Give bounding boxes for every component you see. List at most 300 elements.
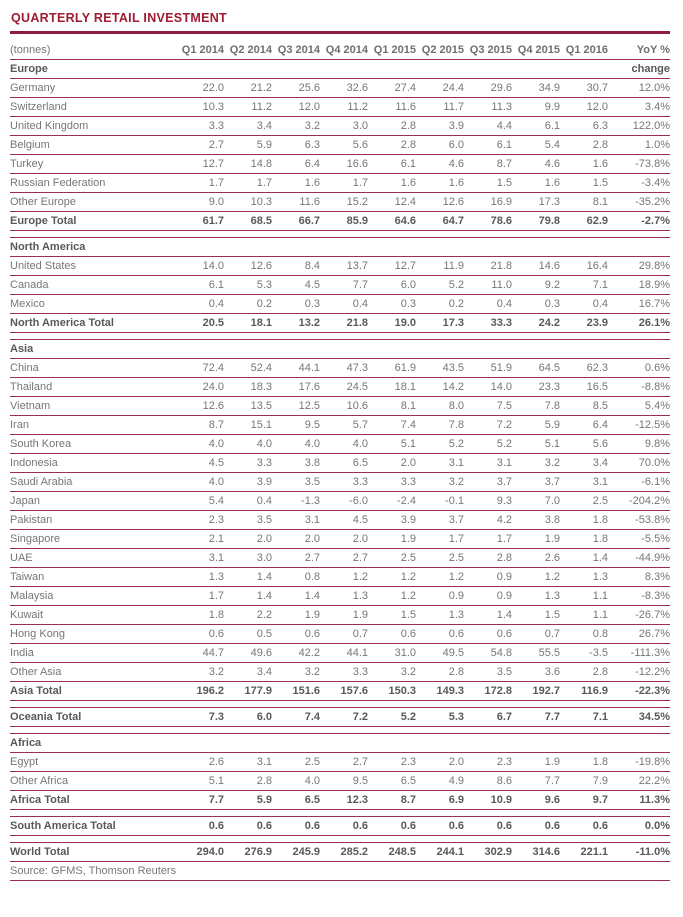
value-cell: 12.6 xyxy=(176,397,224,416)
value-cell: 1.6 xyxy=(416,174,464,193)
value-cell: 5.7 xyxy=(320,416,368,435)
value-cell: 8.7 xyxy=(464,155,512,174)
table-row xyxy=(10,568,670,587)
value-cell: 0.6 xyxy=(512,817,560,836)
col-header: Q1 2014 xyxy=(176,41,224,60)
investment-table xyxy=(10,41,670,881)
value-cell: 1.7 xyxy=(416,530,464,549)
table-row xyxy=(10,606,670,625)
value-cell: 5.2 xyxy=(464,435,512,454)
row-label: United Kingdom xyxy=(10,117,176,136)
spacer-row xyxy=(10,333,670,340)
col-header: Q4 2014 xyxy=(320,41,368,60)
total-row xyxy=(10,212,670,231)
value-cell: 9.6 xyxy=(512,791,560,810)
value-cell: 9.5 xyxy=(320,772,368,791)
value-cell: 11.2 xyxy=(224,98,272,117)
source-row xyxy=(10,862,670,881)
value-cell: 3.3 xyxy=(224,454,272,473)
row-label: China xyxy=(10,359,176,378)
value-cell: -0.1 xyxy=(416,492,464,511)
row-label: Other Europe xyxy=(10,193,176,212)
value-cell: 61.7 xyxy=(176,212,224,231)
row-label: Europe Total xyxy=(10,212,176,231)
spacer-row xyxy=(10,810,670,817)
value-cell: 1.6 xyxy=(512,174,560,193)
value-cell: 1.4 xyxy=(224,568,272,587)
yoy-cell: -12.5% xyxy=(608,416,670,435)
value-cell: 2.0 xyxy=(368,454,416,473)
value-cell: -6.0 xyxy=(320,492,368,511)
value-cell: 44.1 xyxy=(320,644,368,663)
value-cell: 2.7 xyxy=(176,136,224,155)
value-cell: 0.4 xyxy=(320,295,368,314)
value-cell: 3.7 xyxy=(464,473,512,492)
value-cell: 5.9 xyxy=(512,416,560,435)
value-cell: 6.1 xyxy=(512,117,560,136)
value-cell: 9.2 xyxy=(512,276,560,295)
empty-cell xyxy=(176,734,224,753)
value-cell: 11.0 xyxy=(464,276,512,295)
page-title: QUARTERLY RETAIL INVESTMENT xyxy=(10,9,670,34)
empty-cell xyxy=(224,340,272,359)
row-label: Africa Total xyxy=(10,791,176,810)
value-cell: 66.7 xyxy=(272,212,320,231)
value-cell: 3.9 xyxy=(416,117,464,136)
value-cell: 14.6 xyxy=(512,257,560,276)
value-cell: 4.0 xyxy=(176,435,224,454)
empty-cell xyxy=(224,734,272,753)
value-cell: 2.8 xyxy=(224,772,272,791)
value-cell: 3.1 xyxy=(560,473,608,492)
empty-cell xyxy=(464,734,512,753)
empty-cell xyxy=(512,734,560,753)
value-cell: 149.3 xyxy=(416,682,464,701)
value-cell: 12.7 xyxy=(176,155,224,174)
value-cell: 0.6 xyxy=(464,817,512,836)
value-cell: 49.5 xyxy=(416,644,464,663)
value-cell: 0.3 xyxy=(368,295,416,314)
value-cell: 1.8 xyxy=(176,606,224,625)
value-cell: 3.5 xyxy=(272,473,320,492)
yoy-cell: 0.0% xyxy=(608,817,670,836)
empty-cell xyxy=(176,340,224,359)
value-cell: 0.3 xyxy=(272,295,320,314)
row-label: India xyxy=(10,644,176,663)
value-cell: 0.3 xyxy=(512,295,560,314)
spacer-row xyxy=(10,231,670,238)
value-cell: 44.1 xyxy=(272,359,320,378)
yoy-cell: 18.9% xyxy=(608,276,670,295)
yoy-cell: -111.3% xyxy=(608,644,670,663)
value-cell: 0.9 xyxy=(416,587,464,606)
value-cell: 15.1 xyxy=(224,416,272,435)
table-row xyxy=(10,625,670,644)
value-cell: 302.9 xyxy=(464,843,512,862)
value-cell: 5.4 xyxy=(176,492,224,511)
yoy-cell: 122.0% xyxy=(608,117,670,136)
value-cell: 4.2 xyxy=(464,511,512,530)
row-label: World Total xyxy=(10,843,176,862)
yoy-cell: -12.2% xyxy=(608,663,670,682)
value-cell: 0.2 xyxy=(416,295,464,314)
table-row xyxy=(10,587,670,606)
value-cell: 18.1 xyxy=(224,314,272,333)
total-row xyxy=(10,314,670,333)
unit-label: (tonnes) xyxy=(10,41,176,60)
value-cell: -1.3 xyxy=(272,492,320,511)
value-cell: 5.4 xyxy=(512,136,560,155)
table-row xyxy=(10,454,670,473)
empty-cell xyxy=(512,340,560,359)
table-row xyxy=(10,117,670,136)
total-row xyxy=(10,843,670,862)
value-cell: 4.5 xyxy=(176,454,224,473)
value-cell: 1.3 xyxy=(176,568,224,587)
value-cell: 23.9 xyxy=(560,314,608,333)
empty-cell xyxy=(272,238,320,257)
value-cell: 2.5 xyxy=(416,549,464,568)
value-cell: 1.2 xyxy=(320,568,368,587)
value-cell: 157.6 xyxy=(320,682,368,701)
total-row xyxy=(10,682,670,701)
source-text: Source: GFMS, Thomson Reuters xyxy=(10,862,670,881)
value-cell: 0.8 xyxy=(272,568,320,587)
value-cell: 0.2 xyxy=(224,295,272,314)
value-cell: 8.6 xyxy=(464,772,512,791)
yoy-cell: 5.4% xyxy=(608,397,670,416)
value-cell: 5.3 xyxy=(416,708,464,727)
value-cell: 2.8 xyxy=(560,663,608,682)
value-cell: 6.0 xyxy=(224,708,272,727)
empty-cell xyxy=(416,734,464,753)
row-label: South Korea xyxy=(10,435,176,454)
value-cell: 17.3 xyxy=(416,314,464,333)
value-cell: 3.1 xyxy=(224,753,272,772)
value-cell: 3.7 xyxy=(416,511,464,530)
value-cell: 3.0 xyxy=(224,549,272,568)
yoy-subheader xyxy=(608,734,670,753)
value-cell: 0.4 xyxy=(224,492,272,511)
value-cell: 16.9 xyxy=(464,193,512,212)
value-cell: 6.9 xyxy=(416,791,464,810)
yoy-cell: -8.3% xyxy=(608,587,670,606)
value-cell: 1.9 xyxy=(320,606,368,625)
yoy-cell: -3.4% xyxy=(608,174,670,193)
table-row xyxy=(10,136,670,155)
value-cell: 3.4 xyxy=(224,117,272,136)
value-cell: 6.5 xyxy=(272,791,320,810)
value-cell: 24.0 xyxy=(176,378,224,397)
value-cell: 25.6 xyxy=(272,79,320,98)
value-cell: 42.2 xyxy=(272,644,320,663)
value-cell: 78.6 xyxy=(464,212,512,231)
value-cell: 4.6 xyxy=(416,155,464,174)
value-cell: 0.6 xyxy=(272,817,320,836)
yoy-cell: -8.8% xyxy=(608,378,670,397)
yoy-cell: -73.8% xyxy=(608,155,670,174)
table-row xyxy=(10,257,670,276)
value-cell: 1.8 xyxy=(560,511,608,530)
value-cell: 10.6 xyxy=(320,397,368,416)
value-cell: 1.1 xyxy=(560,587,608,606)
row-label: Belgium xyxy=(10,136,176,155)
value-cell: 1.2 xyxy=(368,568,416,587)
row-label: Japan xyxy=(10,492,176,511)
total-row xyxy=(10,708,670,727)
value-cell: 2.8 xyxy=(368,136,416,155)
value-cell: 3.1 xyxy=(176,549,224,568)
spacer-row xyxy=(10,836,670,843)
row-label: Malaysia xyxy=(10,587,176,606)
value-cell: 7.7 xyxy=(320,276,368,295)
value-cell: 1.2 xyxy=(368,587,416,606)
empty-cell xyxy=(320,238,368,257)
value-cell: 8.0 xyxy=(416,397,464,416)
value-cell: 0.9 xyxy=(464,568,512,587)
value-cell: 1.7 xyxy=(224,174,272,193)
value-cell: 6.5 xyxy=(368,772,416,791)
value-cell: 8.7 xyxy=(368,791,416,810)
value-cell: 1.6 xyxy=(560,155,608,174)
yoy-subheader xyxy=(608,340,670,359)
yoy-cell: 22.2% xyxy=(608,772,670,791)
value-cell: 1.7 xyxy=(176,587,224,606)
value-cell: 20.5 xyxy=(176,314,224,333)
col-header: Q4 2015 xyxy=(512,41,560,60)
value-cell: 18.3 xyxy=(224,378,272,397)
value-cell: 0.4 xyxy=(464,295,512,314)
yoy-cell: -26.7% xyxy=(608,606,670,625)
value-cell: 285.2 xyxy=(320,843,368,862)
value-cell: 30.7 xyxy=(560,79,608,98)
col-header: Q1 2015 xyxy=(368,41,416,60)
value-cell: 4.0 xyxy=(272,435,320,454)
value-cell: 0.6 xyxy=(272,625,320,644)
value-cell: 9.9 xyxy=(512,98,560,117)
value-cell: 18.1 xyxy=(368,378,416,397)
value-cell: 5.2 xyxy=(368,708,416,727)
table-row xyxy=(10,473,670,492)
value-cell: 196.2 xyxy=(176,682,224,701)
value-cell: 5.6 xyxy=(560,435,608,454)
value-cell: 2.0 xyxy=(272,530,320,549)
col-header: Q2 2015 xyxy=(416,41,464,60)
value-cell: 3.1 xyxy=(464,454,512,473)
empty-cell xyxy=(368,60,416,79)
value-cell: 0.6 xyxy=(368,817,416,836)
value-cell: 2.7 xyxy=(320,549,368,568)
value-cell: 3.7 xyxy=(512,473,560,492)
value-cell: 14.0 xyxy=(464,378,512,397)
value-cell: 1.4 xyxy=(464,606,512,625)
section-header-row xyxy=(10,340,670,359)
yoy-cell: 70.0% xyxy=(608,454,670,473)
empty-cell xyxy=(368,238,416,257)
value-cell: -3.5 xyxy=(560,644,608,663)
value-cell: 0.6 xyxy=(416,817,464,836)
value-cell: 5.1 xyxy=(368,435,416,454)
value-cell: 64.5 xyxy=(512,359,560,378)
value-cell: 4.0 xyxy=(224,435,272,454)
value-cell: 7.5 xyxy=(464,397,512,416)
empty-cell xyxy=(560,60,608,79)
value-cell: 9.0 xyxy=(176,193,224,212)
value-cell: 1.2 xyxy=(512,568,560,587)
value-cell: 1.7 xyxy=(320,174,368,193)
empty-cell xyxy=(416,60,464,79)
spacer-row xyxy=(10,701,670,708)
yoy-cell: -2.7% xyxy=(608,212,670,231)
value-cell: 151.6 xyxy=(272,682,320,701)
table-row xyxy=(10,663,670,682)
value-cell: 0.4 xyxy=(560,295,608,314)
value-cell: 16.4 xyxy=(560,257,608,276)
empty-cell xyxy=(560,734,608,753)
header-row xyxy=(10,41,670,60)
value-cell: 2.3 xyxy=(464,753,512,772)
value-cell: 4.5 xyxy=(272,276,320,295)
yoy-subheader: change xyxy=(608,60,670,79)
value-cell: 2.3 xyxy=(368,753,416,772)
value-cell: 177.9 xyxy=(224,682,272,701)
table-row xyxy=(10,155,670,174)
row-label: Indonesia xyxy=(10,454,176,473)
value-cell: 3.8 xyxy=(512,511,560,530)
yoy-cell: 11.3% xyxy=(608,791,670,810)
value-cell: 6.5 xyxy=(320,454,368,473)
value-cell: 3.2 xyxy=(272,663,320,682)
value-cell: 1.9 xyxy=(512,753,560,772)
value-cell: 3.2 xyxy=(368,663,416,682)
value-cell: 1.7 xyxy=(176,174,224,193)
table-row xyxy=(10,530,670,549)
value-cell: 1.9 xyxy=(512,530,560,549)
value-cell: 12.3 xyxy=(320,791,368,810)
yoy-cell: -5.5% xyxy=(608,530,670,549)
value-cell: 7.9 xyxy=(560,772,608,791)
value-cell: 7.4 xyxy=(368,416,416,435)
value-cell: 11.6 xyxy=(272,193,320,212)
value-cell: 0.8 xyxy=(560,625,608,644)
value-cell: 314.6 xyxy=(512,843,560,862)
value-cell: 11.3 xyxy=(464,98,512,117)
value-cell: 2.5 xyxy=(272,753,320,772)
empty-cell xyxy=(176,238,224,257)
value-cell: 6.1 xyxy=(464,136,512,155)
value-cell: 4.0 xyxy=(272,772,320,791)
value-cell: 64.6 xyxy=(368,212,416,231)
empty-cell xyxy=(272,340,320,359)
yoy-cell: 16.7% xyxy=(608,295,670,314)
value-cell: 248.5 xyxy=(368,843,416,862)
value-cell: 2.6 xyxy=(512,549,560,568)
value-cell: 3.2 xyxy=(176,663,224,682)
value-cell: 8.4 xyxy=(272,257,320,276)
value-cell: 54.8 xyxy=(464,644,512,663)
value-cell: 1.6 xyxy=(272,174,320,193)
value-cell: 245.9 xyxy=(272,843,320,862)
value-cell: 1.4 xyxy=(224,587,272,606)
value-cell: 1.3 xyxy=(320,587,368,606)
empty-cell xyxy=(224,238,272,257)
value-cell: 0.7 xyxy=(512,625,560,644)
value-cell: 16.5 xyxy=(560,378,608,397)
value-cell: 0.6 xyxy=(464,625,512,644)
value-cell: 3.1 xyxy=(416,454,464,473)
spacer-cell xyxy=(10,333,670,340)
value-cell: 68.5 xyxy=(224,212,272,231)
table-row xyxy=(10,772,670,791)
table-row xyxy=(10,359,670,378)
value-cell: 1.1 xyxy=(560,606,608,625)
value-cell: 0.7 xyxy=(320,625,368,644)
row-label: North America Total xyxy=(10,314,176,333)
value-cell: 21.8 xyxy=(320,314,368,333)
value-cell: 24.2 xyxy=(512,314,560,333)
empty-cell xyxy=(368,734,416,753)
section-label: Europe xyxy=(10,60,176,79)
table-row xyxy=(10,378,670,397)
value-cell: 6.7 xyxy=(464,708,512,727)
value-cell: 31.0 xyxy=(368,644,416,663)
spacer-cell xyxy=(10,727,670,734)
value-cell: 6.0 xyxy=(368,276,416,295)
value-cell: 1.8 xyxy=(560,530,608,549)
yoy-cell: 8.3% xyxy=(608,568,670,587)
empty-cell xyxy=(272,60,320,79)
value-cell: 21.8 xyxy=(464,257,512,276)
table-row xyxy=(10,174,670,193)
row-label: Taiwan xyxy=(10,568,176,587)
empty-cell xyxy=(464,340,512,359)
total-row xyxy=(10,817,670,836)
value-cell: 12.6 xyxy=(416,193,464,212)
value-cell: 294.0 xyxy=(176,843,224,862)
value-cell: 19.0 xyxy=(368,314,416,333)
value-cell: 1.4 xyxy=(272,587,320,606)
value-cell: 11.2 xyxy=(320,98,368,117)
value-cell: 14.2 xyxy=(416,378,464,397)
empty-cell xyxy=(560,238,608,257)
row-label: Kuwait xyxy=(10,606,176,625)
yoy-cell: 34.5% xyxy=(608,708,670,727)
yoy-cell: 29.8% xyxy=(608,257,670,276)
value-cell: 8.1 xyxy=(368,397,416,416)
value-cell: 1.9 xyxy=(272,606,320,625)
value-cell: 10.9 xyxy=(464,791,512,810)
value-cell: 29.6 xyxy=(464,79,512,98)
value-cell: 5.2 xyxy=(416,276,464,295)
value-cell: 10.3 xyxy=(176,98,224,117)
table-body xyxy=(10,60,670,881)
value-cell: 17.3 xyxy=(512,193,560,212)
table-row xyxy=(10,753,670,772)
empty-cell xyxy=(224,60,272,79)
table-row xyxy=(10,416,670,435)
yoy-cell: -53.8% xyxy=(608,511,670,530)
col-header: Q3 2014 xyxy=(272,41,320,60)
value-cell: 11.9 xyxy=(416,257,464,276)
value-cell: 1.3 xyxy=(560,568,608,587)
value-cell: 1.6 xyxy=(368,174,416,193)
row-label: Other Asia xyxy=(10,663,176,682)
value-cell: 3.2 xyxy=(512,454,560,473)
value-cell: 12.5 xyxy=(272,397,320,416)
value-cell: 172.8 xyxy=(464,682,512,701)
table-row xyxy=(10,549,670,568)
value-cell: 1.5 xyxy=(464,174,512,193)
